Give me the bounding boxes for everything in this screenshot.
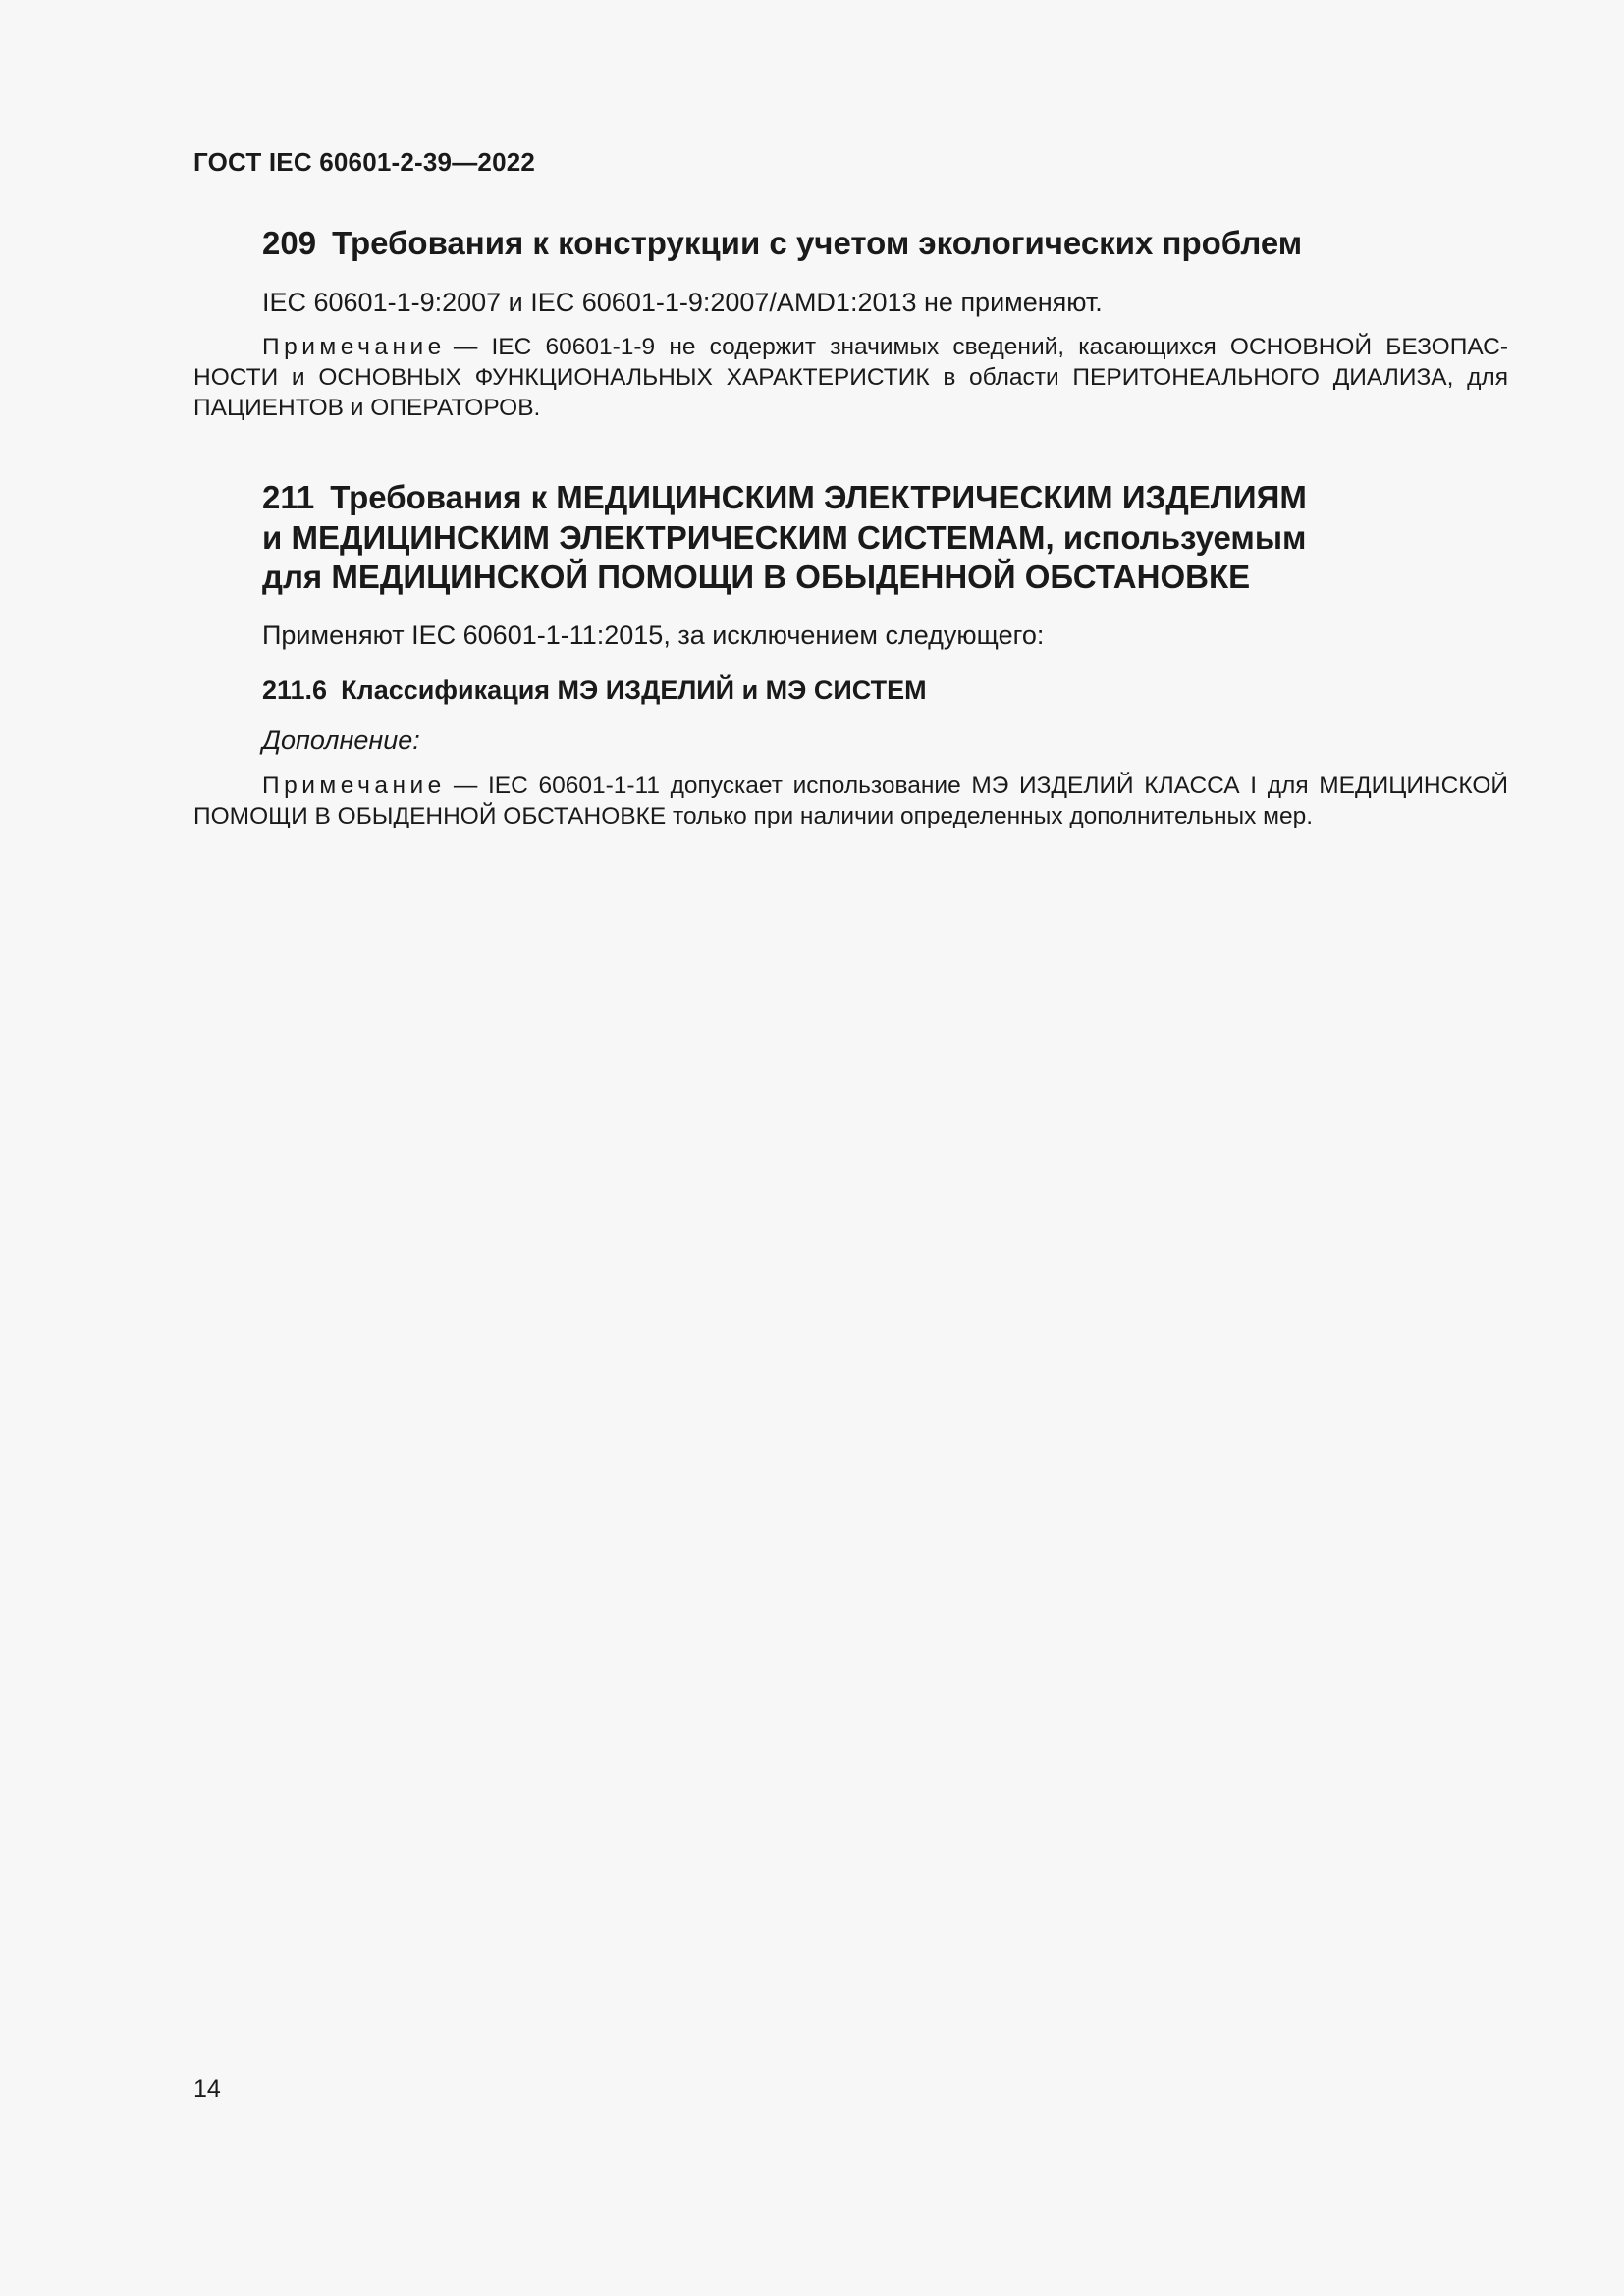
section-209-note-text: — IEC 60601-1-9 не содержит значимых сведений, касающихся ОСНОВНОЙ БЕЗОПАСНОСТИ и ОСНОВНЫХ ФУНКЦИОНАЛЬНЫХ ХАРАКТЕРИСТИК в области ПЕРИТОНЕАЛЬНОГО ДИАЛИЗА, для ПАЦИЕНТОВ и ОПЕРАТОРОВ. xyxy=(193,334,1508,421)
section-211-body: Применяют IEC 60601-1-11:2015, за исключением следующего: xyxy=(262,620,1045,650)
section-211-title-line1: Требования к МЕДИЦИНСКИМ ЭЛЕКТРИЧЕСКИМ ИЗДЕЛИЯМ xyxy=(330,479,1307,515)
note-label: Примечание xyxy=(262,334,446,360)
section-211-title-line3: для МЕДИЦИНСКОЙ ПОМОЩИ В ОБЫДЕННОЙ ОБСТАНОВКЕ xyxy=(262,559,1251,595)
document-code-header: ГОСТ IEC 60601-2-39—2022 xyxy=(193,147,536,177)
section-211-heading xyxy=(262,478,1307,517)
subsection-211-6-title: Классификация МЭ ИЗДЕЛИЙ и МЭ СИСТЕМ xyxy=(341,675,927,705)
section-211-title-line2: и МЕДИЦИНСКИМ ЭЛЕКТРИЧЕСКИМ СИСТЕМАМ, используемым xyxy=(262,519,1307,556)
section-209-heading xyxy=(262,224,1302,263)
section-209-number: 209 xyxy=(262,225,317,261)
section-209-title: Требования к конструкции с учетом экологических проблем xyxy=(332,225,1303,261)
subsection-211-6-note xyxy=(193,771,1508,831)
subsection-211-6-number: 211.6 xyxy=(262,675,328,705)
note-label: Примечание xyxy=(262,773,446,799)
subsection-211-6-note-text: — IEC 60601-1-11 допускает использование МЭ ИЗДЕЛИЙ КЛАССА I для МЕДИЦИНСКОЙ ПОМОЩИ В ОБЫДЕННОЙ ОБСТАНОВКЕ только при наличии определенных дополнительных мер. xyxy=(193,773,1508,829)
section-209-note xyxy=(193,332,1508,423)
page-number: 14 xyxy=(193,2075,221,2103)
subsection-211-6-heading xyxy=(262,675,927,706)
section-209-body: IEC 60601-1-9:2007 и IEC 60601-1-9:2007/AMD1:2013 не применяют. xyxy=(262,288,1103,317)
addition-label: Дополнение: xyxy=(262,725,420,755)
section-211-number: 211 xyxy=(262,479,315,515)
